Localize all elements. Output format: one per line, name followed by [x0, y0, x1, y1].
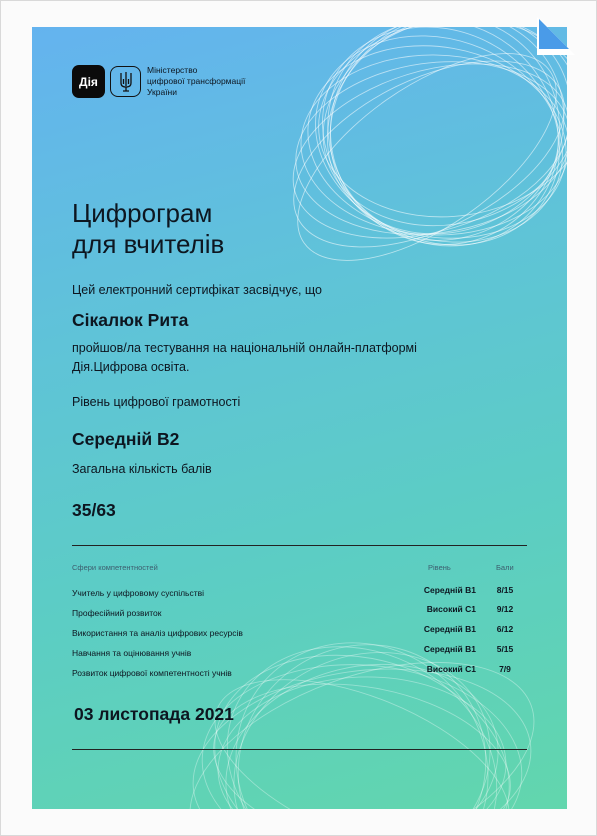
header-score: Бали	[496, 563, 514, 572]
total-score-label: Загальна кількість балів	[72, 462, 212, 476]
row-label: Професійний розвиток	[72, 608, 162, 618]
page-corner-fold-icon	[537, 17, 575, 55]
divider-top	[72, 545, 527, 546]
certificate-title: Цифрограм для вчителів	[72, 198, 225, 259]
recipient-name: Сікалюк Рита	[72, 310, 189, 330]
passed-text-line-1: пройшов/ла тестування на національній онлайн-платформі	[72, 341, 417, 355]
trident-icon	[110, 66, 141, 97]
row-level: Високий С1	[426, 664, 476, 674]
divider-bottom	[72, 749, 527, 750]
level-value: Середній В2	[72, 429, 180, 449]
passed-text-line-2: Дія.Цифрова освіта.	[72, 360, 190, 374]
header	[72, 65, 287, 98]
row-label: Розвиток цифрової компетентності учнів	[72, 668, 232, 678]
row-level: Середній В1	[423, 624, 476, 634]
ministry-name: Міністерство цифрової трансформації України	[147, 65, 246, 97]
row-score: 7/9	[499, 664, 511, 674]
level-label: Рівень цифрової грамотності	[72, 395, 241, 409]
row-level: Високий С1	[426, 604, 476, 614]
row-score: 5/15	[496, 644, 514, 654]
total-score-value: 35/63	[72, 500, 116, 520]
row-label: Навчання та оцінювання учнів	[72, 648, 192, 658]
diia-logo: Дія	[72, 65, 105, 98]
row-level: Середній В1	[423, 585, 476, 595]
header-sphere: Сфери компетентностей	[72, 563, 158, 572]
row-score: 6/12	[496, 624, 514, 634]
decorative-wave-pattern	[32, 27, 567, 809]
row-score: 9/12	[496, 604, 514, 614]
issue-date: 03 листопада 2021	[74, 704, 234, 724]
intro-text: Цей електронний сертифікат засвідчує, що	[72, 283, 323, 297]
row-score: 8/15	[496, 585, 514, 595]
header-level: Рівень	[428, 563, 451, 572]
row-label: Учитель у цифровому суспільстві	[72, 588, 205, 598]
row-level: Середній В1	[423, 644, 476, 654]
certificate-card	[32, 27, 567, 809]
row-label: Використання та аналіз цифрових ресурсів	[72, 628, 243, 638]
